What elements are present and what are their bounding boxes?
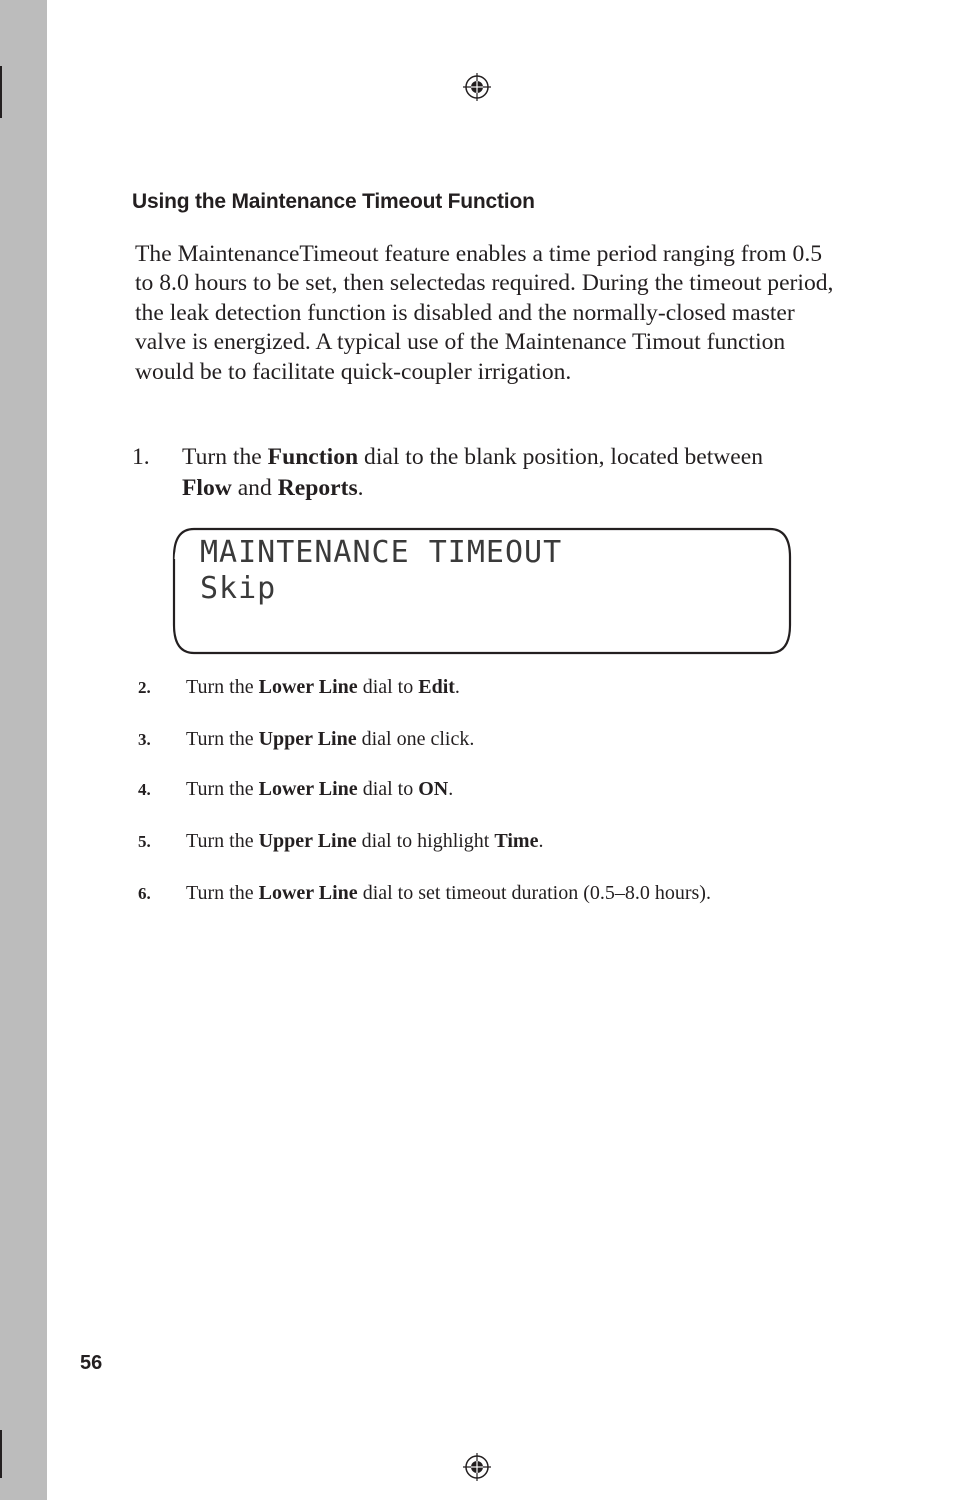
step-text-part: . — [357, 475, 364, 501]
function-dial-label: Function — [267, 444, 359, 470]
step-number: 1. — [132, 444, 150, 470]
step-text-part: . — [448, 778, 454, 800]
lcd-line-1: MAINTENANCE TIMEOUT — [200, 535, 563, 570]
reports-position-label: Reports — [277, 475, 358, 501]
on-setting-label: ON — [418, 778, 449, 800]
step-text-part: dial to highlight — [356, 830, 495, 852]
step-text — [182, 442, 782, 504]
crop-mark-bottom — [0, 1430, 2, 1478]
step-text — [186, 727, 474, 751]
lower-line-dial-label: Lower Line — [258, 882, 358, 904]
step-text-part: dial to set timeout duration (0.5–8.0 hours). — [357, 882, 711, 904]
flow-position-label: Flow — [182, 475, 232, 501]
section-heading: Using the Maintenance Timeout Function — [132, 190, 535, 213]
step-number: 2. — [138, 678, 151, 697]
step-text-part: dial to — [357, 778, 419, 800]
upper-line-dial-label: Upper Line — [258, 728, 357, 750]
step-text — [186, 881, 711, 905]
intro-paragraph: The MaintenanceTimeout feature enables a time period ranging from 0.5 to 8.0 hours to be set, then selectedas required. During the timeout period, the leak detection function is disabled and the normally-closed master valve is energized. A typical use of the Maintenance Timout function would be to facilitate quick-coupler irrigation. — [135, 241, 834, 385]
registration-mark-icon — [463, 73, 491, 101]
time-setting-label: Time — [494, 830, 539, 852]
step-text — [186, 675, 460, 699]
step-text-part: Turn the — [186, 830, 259, 852]
step-text-part: dial one click. — [356, 728, 475, 750]
step-number: 6. — [138, 884, 151, 903]
lower-line-dial-label: Lower Line — [258, 778, 358, 800]
step-text — [186, 829, 543, 853]
step-text-part: . — [538, 830, 544, 852]
step-number: 4. — [138, 780, 151, 799]
step-text-part: dial to the blank position, located between — [358, 444, 764, 470]
edit-setting-label: Edit — [418, 676, 455, 698]
step-text-part: and — [231, 475, 278, 501]
step-text-part: Turn the — [186, 676, 259, 698]
step-text-part: Turn the — [186, 728, 259, 750]
step-text-part: Turn the — [182, 444, 268, 470]
step-text-part: dial to — [357, 676, 419, 698]
step-text — [186, 777, 453, 801]
step-text-part: Turn the — [186, 882, 259, 904]
step-text-part: . — [454, 676, 460, 698]
registration-mark-icon — [463, 1453, 491, 1481]
step-number: 5. — [138, 832, 151, 851]
step-number: 3. — [138, 730, 151, 749]
upper-line-dial-label: Upper Line — [258, 830, 357, 852]
page-gutter — [0, 0, 47, 1500]
lcd-line-2: Skip — [200, 571, 277, 606]
crop-mark-top — [0, 66, 2, 118]
step-text-part: Turn the — [186, 778, 259, 800]
page-number: 56 — [80, 1352, 103, 1374]
lower-line-dial-label: Lower Line — [258, 676, 358, 698]
